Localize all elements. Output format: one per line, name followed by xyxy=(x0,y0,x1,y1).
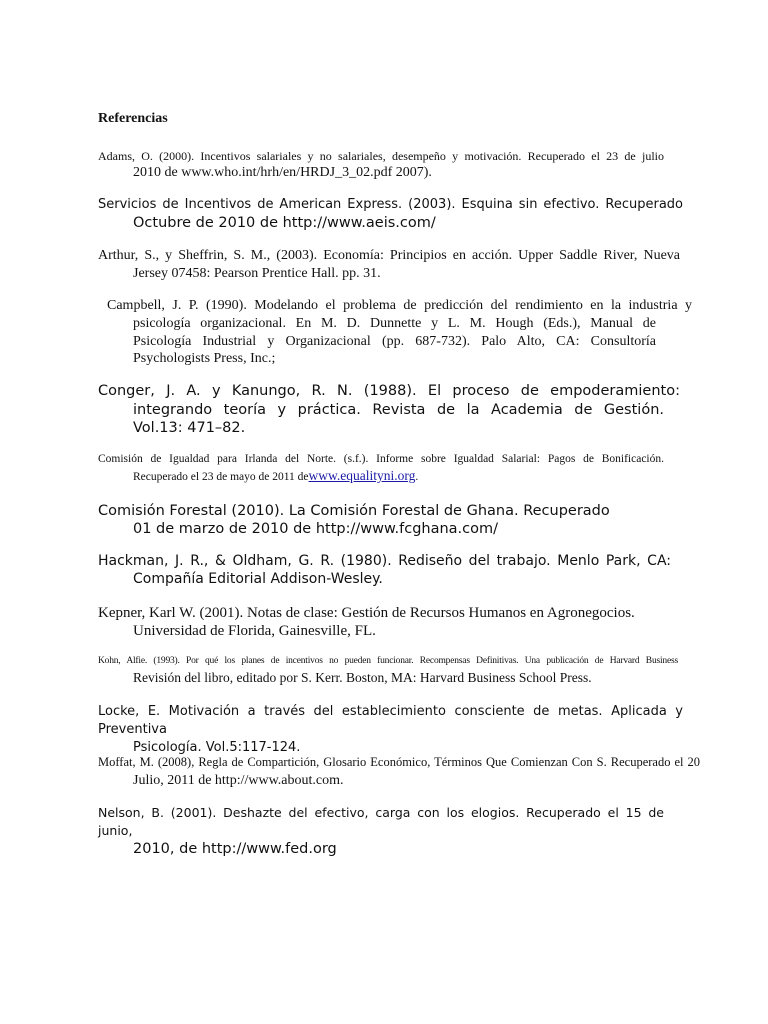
reference-entry xyxy=(98,654,678,688)
reference-line: Moffat, M. (2008), Regla de Compartición, Glosario Económico, Términos Que Comienzan Con S. Recuperado el 20 xyxy=(98,755,700,769)
reference-line: Psicología. Vol.5:117-124. xyxy=(133,740,301,755)
reference-entry xyxy=(98,754,700,790)
reference-entry xyxy=(98,604,658,640)
reference-line: 2010 de www.who.int/hrh/en/HRDJ_3_02.pdf 2007). xyxy=(133,165,432,180)
reference-line: Servicios de Incentivos de American Express. (2003). Esquina sin efectivo. Recuperado xyxy=(98,197,683,212)
reference-line: Hackman, J. R., & Oldham, G. R. (1980). Rediseño del trabajo. Menlo Park, CA: xyxy=(98,553,671,569)
reference-line: Universidad de Florida, Gainesville, FL. xyxy=(133,623,376,639)
reference-line: integrando teoría y práctica. Revista de la Academia de Gestión. xyxy=(133,401,664,418)
reference-line xyxy=(98,467,664,486)
reference-line: Campbell, J. P. (1990). Modelando el problema de predicción del rendimiento en la industria y xyxy=(107,298,692,313)
reference-text: . xyxy=(415,471,419,483)
reference-line: Conger, J. A. y Kanungo, R. N. (1988). El proceso de empoderamiento: xyxy=(98,383,680,399)
reference-line: Arthur, S., y Sheffrin, S. M., (2003). Economía: Principios en acción. Upper Saddle River, Nueva xyxy=(98,248,680,263)
reference-entry xyxy=(98,502,658,538)
reference-line: Nelson, B. (2001). Deshazte del efectivo, carga con los elogios. Recuperado el 15 de junio, xyxy=(98,805,664,838)
reference-text: Recuperado el 23 de mayo de 2011 de xyxy=(133,471,309,483)
reference-line: Revisión del libro, editado por S. Kerr. Boston, MA: Harvard Business School Press. xyxy=(133,670,592,685)
reference-line: Julio, 2011 de http://www.about.com. xyxy=(133,773,344,788)
equalityni-link[interactable]: www.equalityni.org xyxy=(308,468,416,483)
reference-line: 01 de marzo de 2010 de http://www.fcghana.com/ xyxy=(133,521,499,537)
reference-line: Adams, O. (2000). Incentivos salariales y no salariales, desempeño y motivación. Recuperado el 23 de julio xyxy=(98,149,664,163)
reference-line: psicología organizacional. En M. D. Dunnette y L. M. Hough (Eds.), Manual de xyxy=(133,316,656,331)
reference-entry xyxy=(98,247,680,283)
reference-line: Kepner, Karl W. (2001). Notas de clase: Gestión de Recursos Humanos en Agronegocios. xyxy=(98,605,635,621)
reference-entry xyxy=(98,451,664,486)
reference-line: Compañía Editorial Addison-Wesley. xyxy=(133,571,383,587)
reference-line: Kohn, Alfie. (1993). Por qué los planes de incentivos no pueden funcionar. Recompensas Definitivas. Una publicación de Harvard Business xyxy=(98,656,678,666)
reference-entry xyxy=(98,703,683,757)
reference-line: Comisión de Igualdad para Irlanda del Norte. (s.f.). Informe sobre Igualdad Salarial: Pagos de Bonificación. xyxy=(98,453,664,465)
reference-line: Vol.13: 471–82. xyxy=(133,420,246,436)
reference-line: Psicología Industrial y Organizacional (pp. 687-732). Palo Alto, CA: Consultoría xyxy=(133,333,656,349)
reference-line: Psychologists Press, Inc.; xyxy=(133,351,276,366)
reference-entry xyxy=(98,148,664,182)
reference-entry xyxy=(98,382,680,438)
reference-entry xyxy=(98,297,692,368)
reference-entry xyxy=(98,196,683,233)
reference-line: Jersey 07458: Pearson Prentice Hall. pp. 31. xyxy=(133,266,381,281)
reference-line: Locke, E. Motivación a través del establecimiento consciente de metas. Aplicada y Preventiva xyxy=(98,704,683,737)
reference-line: Comisión Forestal (2010). La Comisión Forestal de Ghana. Recuperado xyxy=(98,503,610,519)
reference-entry xyxy=(98,804,664,859)
reference-line: Octubre de 2010 de http://www.aeis.com/ xyxy=(133,215,436,231)
reference-entry xyxy=(98,552,671,588)
reference-line: 2010, de http://www.fed.org xyxy=(133,841,337,857)
references-heading: Referencias xyxy=(98,111,168,126)
